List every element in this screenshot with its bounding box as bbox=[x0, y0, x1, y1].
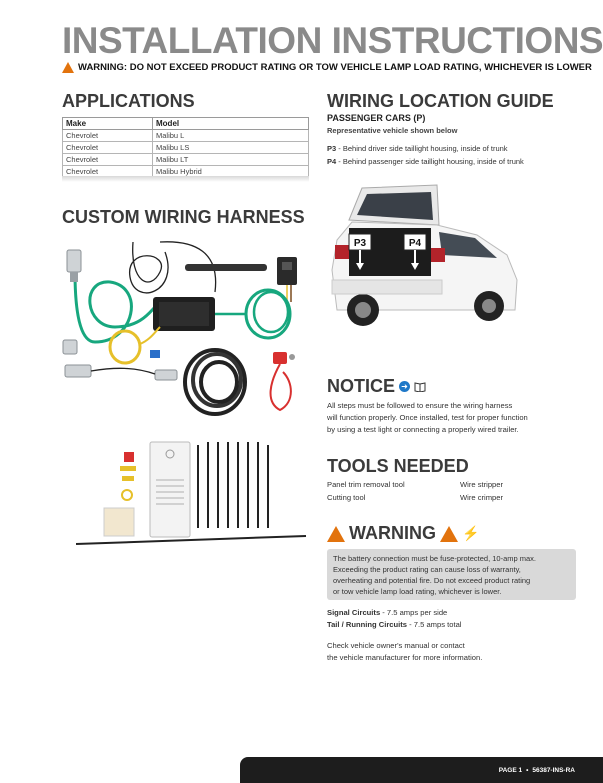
notice-line: All steps must be followed to ensure the wiring harness bbox=[327, 401, 513, 410]
table-header-row bbox=[63, 118, 309, 130]
warning-line: The battery connection must be fuse-protected, 10-amp max. bbox=[333, 554, 537, 563]
footer-separator: • bbox=[526, 766, 529, 774]
cell-model: Malibu L bbox=[153, 130, 309, 142]
check-line: the vehicle manufacturer for more information. bbox=[327, 653, 483, 662]
cell-make: Chevrolet bbox=[63, 142, 153, 154]
check-line: Check vehicle owner's manual or contact bbox=[327, 641, 465, 650]
document-code: 56387-INS-RA bbox=[532, 766, 575, 774]
column-header-model: Model bbox=[153, 118, 309, 130]
warning-icon bbox=[440, 526, 458, 542]
tool-item: Wire crimper bbox=[460, 493, 504, 502]
cell-make: Chevrolet bbox=[63, 130, 153, 142]
cell-make: Chevrolet bbox=[63, 154, 153, 166]
applications-heading: APPLICATIONS bbox=[62, 91, 195, 111]
tail-circuits-rating bbox=[327, 619, 461, 631]
top-warning bbox=[62, 62, 592, 73]
check-manual-note bbox=[327, 640, 482, 664]
cell-model: Malibu LS bbox=[153, 142, 309, 154]
tail-circuits-value: - 7.5 amps total bbox=[407, 620, 462, 629]
table-row bbox=[63, 142, 309, 154]
table-shadow bbox=[62, 176, 309, 182]
harness-heading: CUSTOM WIRING HARNESS bbox=[62, 207, 305, 227]
location-p4 bbox=[327, 157, 524, 166]
location-p3 bbox=[327, 144, 508, 153]
page-footer bbox=[240, 757, 603, 783]
column-header-make: Make bbox=[63, 118, 153, 130]
warning-icon bbox=[62, 62, 74, 73]
electric-hazard-icon: ⚡ bbox=[462, 525, 480, 541]
tool-item: Panel trim removal tool bbox=[327, 480, 405, 489]
warning-line: or tow vehicle lamp load rating, whichever is lower. bbox=[333, 587, 502, 596]
warning-heading: WARNING bbox=[349, 523, 436, 543]
representative-note: Representative vehicle shown below bbox=[327, 126, 458, 135]
notice-line: by using a test light or connecting a properly wired trailer. bbox=[327, 425, 519, 434]
page-number: PAGE 1 bbox=[498, 766, 523, 774]
applications-table bbox=[62, 117, 309, 178]
manual-book-icon bbox=[414, 382, 426, 392]
top-warning-text: WARNING: DO NOT EXCEED PRODUCT RATING OR TOW VEHICLE LAMP LOAD RATING, WHICHEVER IS LOWER bbox=[78, 62, 592, 73]
page-title: INSTALLATION INSTRUCTIONS bbox=[62, 20, 603, 61]
label-p4: P4 bbox=[408, 238, 422, 249]
location-text-p4: - Behind passenger side taillight housing, inside of trunk bbox=[336, 157, 524, 166]
table-row bbox=[63, 154, 309, 166]
info-icon: ➜ bbox=[399, 381, 410, 392]
warning-header bbox=[327, 523, 479, 544]
warning-line: overheating and potential fire. Do not exceed product rating bbox=[333, 576, 531, 585]
tool-item: Wire stripper bbox=[460, 480, 504, 489]
notice-line: will function properly. Once installed, test for proper function bbox=[327, 413, 528, 422]
location-code-p3: P3 bbox=[327, 144, 337, 153]
vehicle-type-heading: PASSENGER CARS (P) bbox=[327, 113, 426, 123]
table-row bbox=[63, 130, 309, 142]
location-text-p3: - Behind driver side taillight housing, inside of trunk bbox=[336, 144, 508, 153]
tool-item: Cutting tool bbox=[327, 493, 366, 502]
location-code-p4: P4 bbox=[327, 157, 337, 166]
warning-line: Exceeding the product rating can cause loss of warranty, bbox=[333, 565, 521, 574]
vehicle-image bbox=[327, 180, 522, 340]
notice-header bbox=[327, 376, 426, 397]
label-p3: P3 bbox=[353, 238, 367, 249]
hardware-kit-image bbox=[76, 440, 316, 550]
cell-make: Chevrolet bbox=[63, 166, 153, 178]
wiring-guide-heading: WIRING LOCATION GUIDE bbox=[327, 91, 554, 111]
signal-circuits-value: - 7.5 amps per side bbox=[380, 608, 448, 617]
cell-model: Malibu Hybrid bbox=[153, 166, 309, 178]
tools-heading: TOOLS NEEDED bbox=[327, 456, 469, 476]
signal-circuits-label: Signal Circuits bbox=[327, 608, 381, 617]
notice-heading: NOTICE bbox=[327, 376, 396, 396]
harness-image bbox=[55, 232, 320, 437]
warning-icon bbox=[327, 526, 345, 542]
cell-model: Malibu LT bbox=[153, 154, 309, 166]
tail-circuits-label: Tail / Running Circuits bbox=[327, 620, 408, 629]
signal-circuits-rating bbox=[327, 607, 447, 619]
notice-body bbox=[327, 400, 528, 436]
warning-box bbox=[327, 549, 576, 600]
